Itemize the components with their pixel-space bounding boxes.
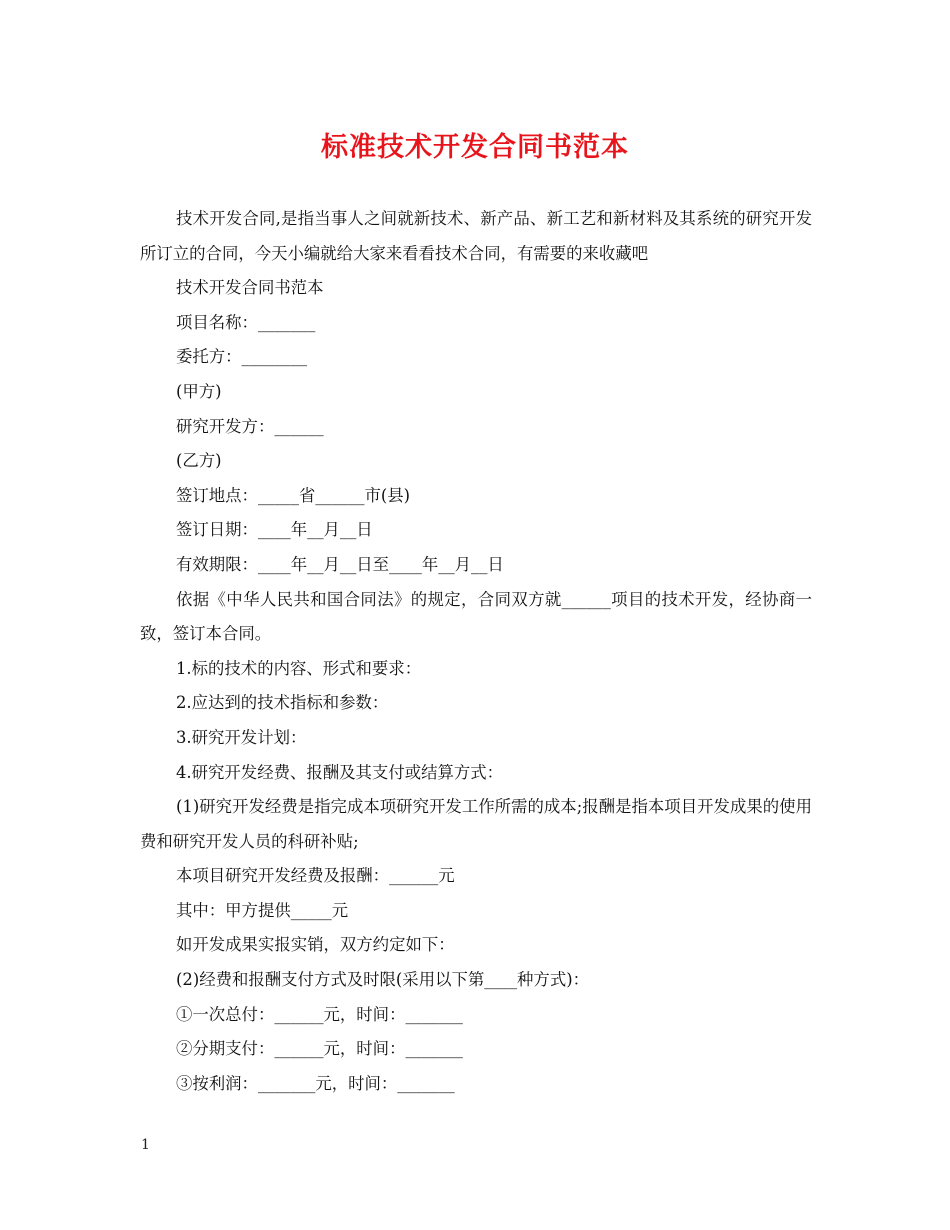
item-3: 3.研究开发计划： [176,727,307,747]
lump-sum-line: ①一次总付：______元，时间：_______ [176,1004,463,1024]
funding-definition-paragraph: (1)研究开发经费是指完成本项研究开发工作所需的成本;报酬是指本项目开发成果的使用费和研究开发人员的科研补贴; [140,797,812,851]
party-a-funding-line: 其中：甲方提供_____元 [176,900,349,920]
signing-date-line: 签订日期：____年__月__日 [176,520,373,540]
developer-line: 研究开发方：______ [176,416,324,436]
item-4: 4.研究开发经费、报酬及其支付或结算方式： [176,762,504,782]
subtitle-line: 技术开发合同书范本 [176,278,324,298]
installment-line: ②分期支付：______元，时间：_______ [176,1039,463,1059]
total-funding-line: 本项目研究开发经费及报酬：______元 [176,866,455,886]
document-body [140,202,812,1101]
item-1: 1.标的技术的内容、形式和要求： [176,658,422,678]
party-b-line: (乙方) [176,451,222,471]
item-2: 2.应达到的技术指标和参数： [176,693,389,713]
document-title: 标准技术开发合同书范本 [321,132,629,163]
basis-paragraph: 依据《中华人民共和国合同法》的规定，合同双方就______项目的技术开发，经协商一致，签订本合同。 [140,589,812,644]
profit-line: ③按利润：_______元，时间：_______ [176,1073,455,1093]
signing-place-line: 签订地点：_____省______市(县) [176,485,411,505]
client-line: 委托方：________ [176,347,308,367]
project-name-line: 项目名称：_______ [176,312,316,332]
reimbursement-line: 如开发成果实报实销，双方约定如下： [176,935,455,955]
payment-method-line: (2)经费和报酬支付方式及时限(采用以下第____种方式)： [176,970,589,990]
page-number: 1 [141,1137,150,1153]
party-a-line: (甲方) [176,381,222,401]
validity-line: 有效期限：____年__月__日至____年__月__日 [176,554,504,574]
intro-paragraph: 技术开发合同,是指当事人之间就新技术、新产品、新工艺和新材料及其系统的研究开发所订立的合同，今天小编就给大家来看看技术合同，有需要的来收藏吧 [140,209,812,263]
